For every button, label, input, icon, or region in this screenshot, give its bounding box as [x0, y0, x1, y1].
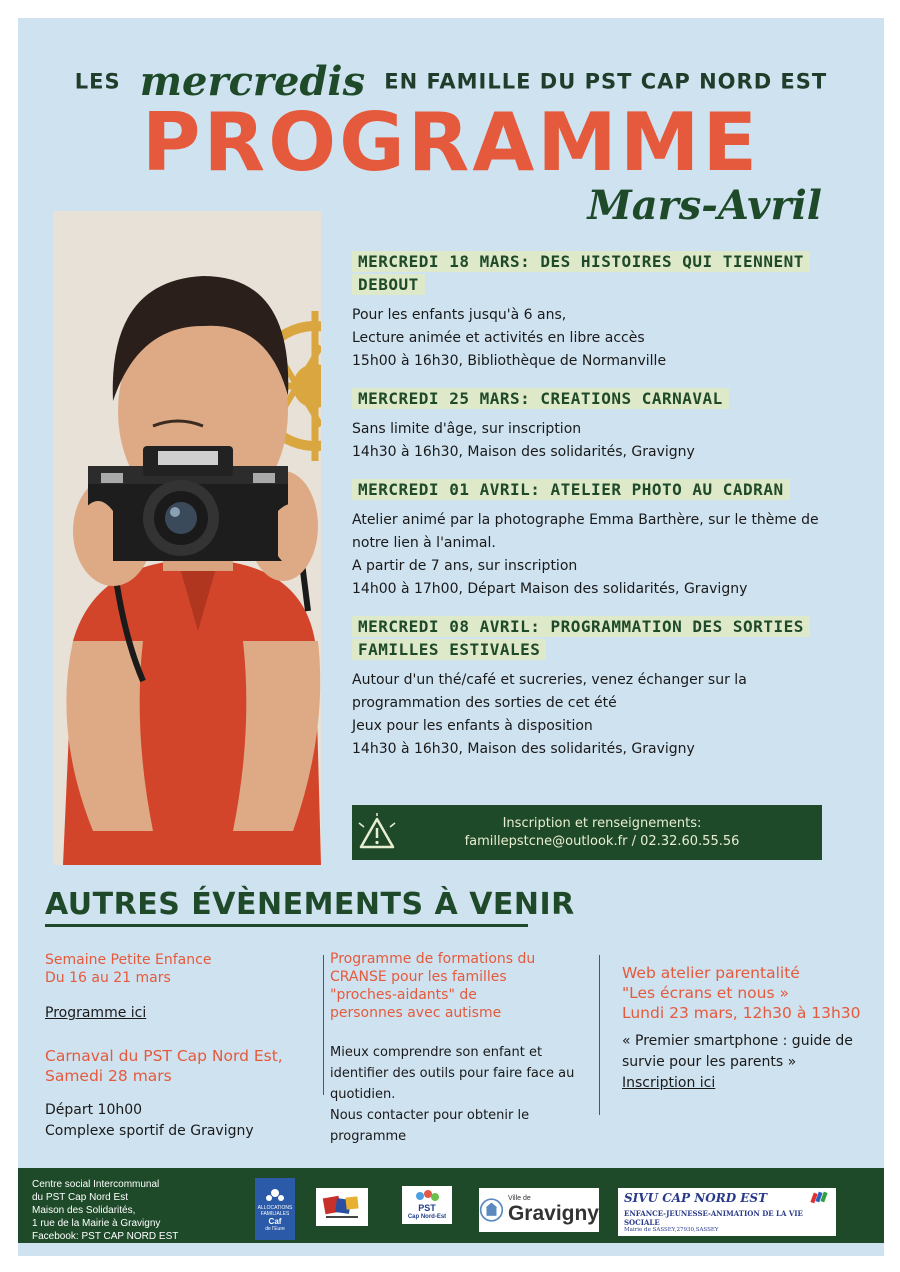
- address-line[interactable]: Facebook: PST CAP NORD EST: [32, 1231, 179, 1242]
- event-title-line: personnes avec autisme: [330, 1005, 502, 1021]
- evreux-logo: [316, 1188, 368, 1226]
- event-body-line: programme: [330, 1129, 407, 1144]
- event-line: Autour d'un thé/café et sucreries, venez échanger sur la: [352, 672, 747, 688]
- address-line: du PST Cap Nord Est: [32, 1192, 128, 1203]
- event-title: MERCREDI 01 AVRIL: ATELIER PHOTO AU CADRAN: [352, 479, 790, 500]
- page-title: PROGRAMME: [141, 96, 761, 189]
- inscription-contact[interactable]: famillepstcne@outlook.fr / 02.32.60.55.56: [464, 833, 740, 849]
- other-events-title: AUTRES ÉVÈNEMENTS À VENIR: [45, 887, 575, 922]
- pst-logo: [402, 1186, 452, 1224]
- caf-sub: de l'Eure: [265, 1225, 285, 1232]
- event-body-line: « Premier smartphone : guide de: [622, 1033, 853, 1049]
- caf-logo: [255, 1178, 295, 1240]
- inscription-label: Inscription et renseignements:: [502, 815, 702, 831]
- event-line: 15h00 à 16h30, Bibliothèque de Normanville: [352, 353, 667, 369]
- sivu-sub: ENFANCE-JEUNESSE-ANIMATION DE LA VIE SOCIALE: [624, 1209, 803, 1227]
- warning-icon: [352, 805, 402, 860]
- event-body-line: survie pour les parents »: [622, 1054, 797, 1070]
- event-item: [352, 387, 852, 464]
- event-line: notre lien à l'animal.: [352, 535, 496, 551]
- sivu-brush-icon: [810, 1191, 830, 1205]
- address-line: 1 rue de la Mairie à Gravigny: [32, 1218, 161, 1229]
- other-events-col-1: [45, 951, 305, 1142]
- event-line: Atelier animé par la photographe Emma Barthère, sur le thème de: [352, 512, 819, 528]
- sivu-address: Mairie de SASSEY,27930,SASSEY: [624, 1227, 719, 1233]
- child-with-camera-photo: [53, 211, 321, 865]
- event-line: Sans limite d'âge, sur inscription: [352, 421, 582, 437]
- gravigny-logo: [479, 1188, 599, 1232]
- event-body-line: identifier des outils pour faire face au: [330, 1066, 575, 1081]
- event-title-line: "proches-aidants" de: [330, 987, 477, 1003]
- event-title-line: Web atelier parentalité: [622, 964, 800, 982]
- event-item: [352, 615, 852, 761]
- header-prefix: LES: [74, 69, 121, 94]
- event-line: 14h30 à 16h30, Maison des solidarités, Gravigny: [352, 444, 695, 460]
- inscription-banner: [352, 805, 822, 860]
- event-title-line: "Les écrans et nous »: [622, 984, 789, 1002]
- event-date: Du 16 au 21 mars: [45, 970, 171, 986]
- gravigny-small: Ville de: [507, 1194, 531, 1202]
- event-line: Lecture animée et activités en libre accès: [352, 330, 645, 346]
- sivu-title: SIVU CAP NORD EST: [624, 1191, 768, 1205]
- event-name: Semaine Petite Enfance: [45, 952, 212, 968]
- event-line: 14h00 à 17h00, Départ Maison des solidarités, Gravigny: [352, 581, 748, 597]
- caf-text: ALLOCATIONS FAMILIALES: [257, 1204, 293, 1217]
- header-script-word: mercredis: [139, 58, 366, 105]
- other-events-col-3: [622, 963, 877, 1094]
- event-line: A partir de 7 ans, sur inscription: [352, 558, 578, 574]
- event-body-line: Mieux comprendre son enfant et: [330, 1045, 543, 1060]
- caf-name: Caf: [268, 1216, 282, 1226]
- event-title-line: Lundi 23 mars, 12h30 à 13h30: [622, 1004, 861, 1022]
- column-divider: [599, 955, 600, 1115]
- event-title-line: CRANSE pour les familles: [330, 969, 507, 985]
- event-title-line: Programme de formations du: [330, 951, 536, 967]
- column-divider: [323, 955, 324, 1095]
- event-line: Pour les enfants jusqu'à 6 ans,: [352, 307, 567, 323]
- event-date: Samedi 28 mars: [45, 1067, 172, 1085]
- event-body-line: Nous contacter pour obtenir le: [330, 1108, 530, 1123]
- event-line: Jeux pour les enfants à disposition: [352, 718, 593, 734]
- footer: [18, 1168, 884, 1243]
- event-line: 14h30 à 16h30, Maison des solidarités, Gravigny: [352, 741, 695, 757]
- pst-name: PST: [418, 1203, 436, 1213]
- programme-link[interactable]: Programme ici: [45, 1005, 147, 1021]
- event-detail: Complexe sportif de Gravigny: [45, 1123, 254, 1139]
- events-list: [352, 250, 852, 775]
- address-line: Centre social Intercommunal: [32, 1179, 160, 1190]
- other-events-underline: [45, 924, 528, 927]
- event-title: MERCREDI 18 MARS: DES HISTOIRES QUI TIENNENT DEBOUT: [352, 251, 810, 295]
- event-detail: Départ 10h00: [45, 1102, 143, 1118]
- address-line: Maison des Solidarités,: [32, 1205, 136, 1216]
- event-item: [352, 250, 852, 373]
- event-body-line: quotidien.: [330, 1087, 396, 1102]
- sivu-logo: [618, 1188, 836, 1236]
- header-suffix: EN FAMILLE DU PST CAP NORD EST: [384, 69, 828, 94]
- footer-address: [32, 1178, 178, 1243]
- event-item: [352, 478, 852, 601]
- event-title: MERCREDI 25 MARS: CREATIONS CARNAVAL: [352, 388, 729, 409]
- event-line: programmation des sorties de cet été: [352, 695, 617, 711]
- period-label: Mars-Avril: [587, 182, 822, 229]
- event-name: Carnaval du PST Cap Nord Est,: [45, 1047, 283, 1065]
- inscription-link[interactable]: Inscription ici: [622, 1075, 716, 1091]
- pst-sub: Cap Nord-Est: [407, 1214, 447, 1220]
- gravigny-name: Gravigny: [507, 1201, 599, 1225]
- other-events-col-2: [330, 950, 590, 1147]
- flyer-page: [18, 18, 884, 1256]
- event-title: MERCREDI 08 AVRIL: PROGRAMMATION DES SORTIES FAMILLES ESTIVALES: [352, 616, 810, 660]
